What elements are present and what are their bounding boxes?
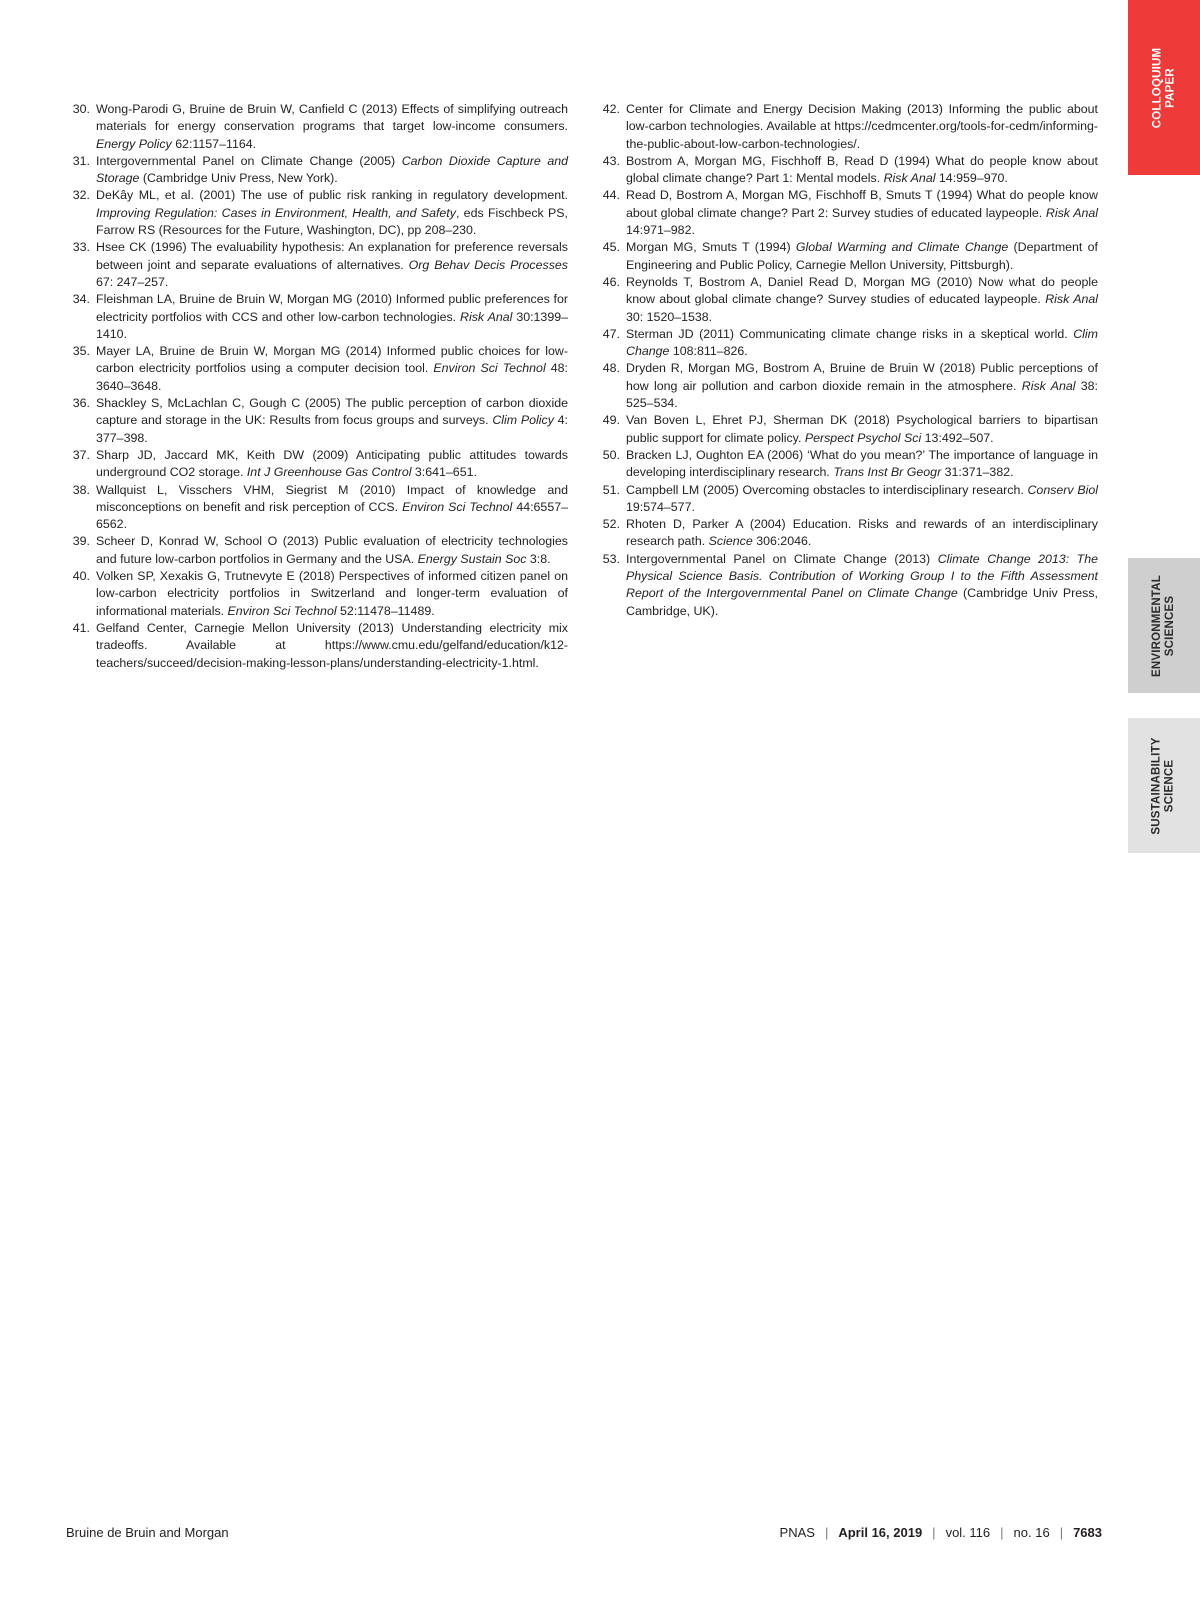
reference-plain-text: Bostrom A, Morgan MG, Fischhoff B, Read D (1994) What do people know about global climate change? Part 1: Mental models. — [626, 153, 1098, 186]
reference-number: 32. — [72, 188, 90, 203]
reference-italic-text: Conserv Biol — [1027, 482, 1098, 497]
reference-number: 47. — [602, 326, 620, 341]
reference-text — [90, 533, 568, 568]
reference-text — [620, 274, 1098, 326]
reference-text — [620, 326, 1098, 361]
reference-number: 42. — [602, 102, 620, 116]
reference-item — [66, 343, 568, 395]
reference-plain-text: DeKây ML, et al. (2001) The use of public risk ranking in regulatory development. — [96, 188, 568, 203]
reference-text — [90, 343, 568, 395]
reference-item — [66, 533, 568, 568]
reference-plain-text: Wong-Parodi G, Bruine de Bruin W, Canfield C (2013) Effects of simplifying outreach materials for energy conservation programs that target low-income consumers. — [96, 102, 568, 134]
reference-plain-text: 31:371–382. — [941, 465, 1014, 480]
reference-item — [66, 482, 568, 534]
footer-volume: vol. 116 — [945, 1525, 991, 1540]
reference-plain-text: Read D, Bostrom A, Morgan MG, Fischhoff B, Smuts T (1994) What do people know about global climate change? Part 2: Survey studies of educated laypeople. — [626, 188, 1098, 220]
sustainability-science-label: SUSTAINABILITY SCIENCE — [1151, 736, 1176, 835]
reference-plain-text: Reynolds T, Bostrom A, Daniel Read D, Morgan MG (2010) Now what do people know about global climate change? Survey studies of educated laypeople. — [626, 274, 1098, 307]
reference-plain-text: Fleishman LA, Bruine de Bruin W, Morgan MG (2010) Informed public preferences for electricity portfolios with CCS and other low-carbon technologies. — [96, 292, 568, 324]
environmental-sciences-tab — [1128, 558, 1200, 693]
reference-item — [66, 153, 568, 188]
reference-italic-text: Clim Policy — [492, 413, 554, 428]
reference-italic-text: Trans Inst Br Geogr — [833, 465, 942, 480]
reference-number: 37. — [72, 447, 90, 462]
reference-plain-text: 30:1399–1410. — [96, 309, 568, 341]
colloquium-paper-tab — [1128, 0, 1200, 175]
reference-item — [66, 187, 568, 239]
reference-item — [66, 620, 568, 672]
reference-italic-text: Int J Greenhouse Gas Control — [246, 465, 412, 480]
reference-item — [66, 239, 568, 291]
reference-number: 36. — [72, 396, 90, 411]
reference-item — [66, 101, 568, 153]
reference-italic-text: Climate Change 2013: The Physical Science Basis. Contribution of Working Group I to the Fifth Assessment Report of the Intergovernmental Panel on Climate Change — [626, 551, 1099, 601]
reference-plain-text: 19:574–577. — [626, 499, 695, 514]
reference-italic-text: Carbon Dioxide Capture and Storage — [96, 153, 569, 186]
reference-number: 49. — [602, 413, 620, 428]
reference-item — [66, 395, 568, 447]
reference-number: 30. — [72, 102, 90, 116]
reference-plain-text: Sharp JD, Jaccard MK, Keith DW (2009) Anticipating public attitudes towards underground CO2 storage. — [96, 447, 568, 480]
reference-text — [620, 187, 1098, 239]
reference-text — [90, 395, 568, 447]
reference-item — [596, 482, 1098, 517]
reference-number: 40. — [72, 569, 90, 584]
reference-item — [66, 447, 568, 482]
reference-plain-text: Shackley S, McLachlan C, Gough C (2005) The public perception of carbon dioxide capture and storage in the UK: Results from focus groups and surveys. — [96, 396, 568, 428]
reference-text — [620, 239, 1098, 274]
reference-plain-text: Mayer LA, Bruine de Bruin W, Morgan MG (2014) Informed public choices for low-carbon electricity portfolios using a computer decision tool. — [96, 344, 568, 376]
reference-number: 52. — [602, 517, 620, 532]
reference-text — [90, 568, 568, 620]
reference-plain-text: Campbell LM (2005) Overcoming obstacles to interdisciplinary research. — [626, 482, 1028, 497]
reference-plain-text: 38: 525–534. — [626, 378, 1099, 411]
reference-plain-text: Hsee CK (1996) The evaluability hypothesis: An explanation for preference reversals between joint and separate evaluations of alternatives. — [96, 240, 568, 272]
reference-italic-text: Science — [708, 534, 753, 549]
reference-italic-text: Risk Anal — [1045, 292, 1098, 307]
reference-text — [90, 239, 568, 291]
reference-italic-text: Risk Anal — [1045, 205, 1099, 220]
reference-italic-text: Global Warming and Climate Change — [795, 240, 1009, 255]
reference-plain-text: 14:971–982. — [626, 223, 695, 238]
reference-plain-text: 44:6557–6562. — [96, 499, 568, 532]
reference-italic-text: Risk Anal — [1021, 378, 1076, 393]
reference-number: 41. — [72, 620, 90, 635]
reference-plain-text: Volken SP, Xexakis G, Trutnevyte E (2018) Perspectives of informed citizen panel on low-carbon electricity portfolios in Switzerland and longer-term evaluation of informational materials. — [96, 569, 568, 618]
reference-item — [596, 239, 1098, 274]
reference-plain-text: Morgan MG, Smuts T (1994) — [626, 240, 796, 255]
reference-item — [596, 326, 1098, 361]
reference-item — [596, 412, 1098, 447]
reference-plain-text: , eds Fischbeck PS, Farrow RS (Resources for the Future, Washington, DC), pp 208–230. — [96, 205, 568, 238]
reference-plain-text: Sterman JD (2011) Communicating climate change risks in a skeptical world. — [626, 326, 1074, 341]
reference-italic-text: Perspect Psychol Sci — [804, 430, 922, 445]
reference-number: 31. — [72, 153, 90, 168]
reference-italic-text: Org Behav Decis Processes — [408, 257, 568, 272]
reference-plain-text: 306:2046. — [752, 534, 812, 549]
reference-plain-text: 30: 1520–1538. — [626, 309, 713, 324]
reference-plain-text: Intergovernmental Panel on Climate Change (2013) — [626, 551, 938, 566]
footer-page-number: 7683 — [1073, 1525, 1102, 1540]
sustainability-science-tab — [1128, 718, 1200, 853]
footer-issue: no. 16 — [1013, 1525, 1050, 1540]
reference-plain-text: 14:959–970. — [935, 171, 1008, 186]
reference-number: 35. — [72, 344, 90, 359]
reference-italic-text: Improving Regulation: Cases in Environment, Health, and Safety — [96, 205, 456, 220]
reference-item — [596, 187, 1098, 239]
reference-plain-text: 67: 247–257. — [96, 274, 169, 289]
reference-plain-text: Intergovernmental Panel on Climate Change (2005) — [96, 153, 402, 168]
reference-text — [620, 551, 1098, 620]
reference-text — [90, 101, 568, 153]
reference-italic-text: Environ Sci Technol — [433, 361, 546, 376]
footer-citation: PNAS | April 16, 2019 | vol. 116 | no. 16 | 7683 — [779, 1525, 1102, 1540]
footer-authors: Bruine de Bruin and Morgan — [66, 1525, 229, 1540]
references-left-column — [66, 101, 568, 672]
reference-item — [596, 447, 1098, 482]
reference-italic-text: Risk Anal — [883, 171, 936, 186]
reference-text — [90, 153, 568, 188]
reference-text — [620, 101, 1098, 153]
reference-plain-text: 3:8. — [526, 551, 551, 566]
environmental-sciences-label: ENVIRONMENTAL SCIENCES — [1151, 574, 1176, 677]
reference-italic-text: Environ Sci Technol — [402, 499, 513, 514]
reference-item — [596, 274, 1098, 326]
reference-italic-text: Energy Policy — [96, 136, 172, 151]
reference-text — [90, 620, 568, 672]
reference-number: 45. — [602, 240, 620, 255]
reference-item — [596, 551, 1098, 620]
reference-plain-text: (Cambridge Univ Press, Cambridge, UK). — [626, 586, 1099, 618]
reference-plain-text: Scheer D, Konrad W, School O (2013) Public evaluation of electricity technologies and future low-carbon portfolios in Germany and the USA. — [96, 534, 568, 566]
reference-plain-text: Gelfand Center, Carnegie Mellon University (2013) Understanding electricity mix tradeoffs. Available at https://www.cmu.edu/gelfand/education/k12-teachers/succeed/decision-making-lesson-plans/understanding-electricity-1.html. — [96, 620, 568, 670]
reference-text — [620, 482, 1098, 517]
reference-italic-text: Risk Anal — [460, 309, 513, 324]
reference-number: 48. — [602, 361, 620, 376]
reference-plain-text: Center for Climate and Energy Decision Making (2013) Informing the public about low-carbon technologies. Available at https://cedmcenter.org/tools-for-cedm/informing-the-public-about-low-carbon-technologies/. — [626, 102, 1098, 151]
page-footer — [66, 1525, 1102, 1540]
reference-plain-text: 62:1157–1164. — [171, 136, 257, 151]
reference-item — [66, 291, 568, 343]
reference-number: 33. — [72, 240, 90, 255]
reference-plain-text: 4: 377–398. — [96, 413, 568, 445]
reference-item — [66, 568, 568, 620]
reference-text — [90, 291, 568, 343]
reference-text — [620, 360, 1098, 412]
reference-number: 46. — [602, 274, 620, 289]
reference-item — [596, 153, 1098, 188]
reference-text — [620, 516, 1098, 551]
reference-italic-text: Clim Change — [626, 326, 1098, 359]
reference-plain-text: 3:641–651. — [411, 465, 477, 480]
footer-journal: PNAS — [779, 1525, 815, 1540]
colloquium-paper-label: COLLOQUIUM PAPER — [1151, 47, 1177, 128]
reference-number: 51. — [602, 482, 620, 497]
reference-text — [90, 187, 568, 239]
reference-plain-text: Bracken LJ, Oughton EA (2006) ‘What do you mean?’ The importance of language in developing interdisciplinary research. — [626, 447, 1098, 480]
reference-item — [596, 360, 1098, 412]
reference-plain-text: Van Boven L, Ehret PJ, Sherman DK (2018) Psychological barriers to bipartisan public support for climate policy. — [626, 413, 1098, 445]
reference-italic-text: Environ Sci Technol — [227, 603, 337, 618]
reference-text — [620, 447, 1098, 482]
reference-plain-text: (Department of Engineering and Public Policy, Carnegie Mellon University, Pittsburgh). — [626, 240, 1098, 272]
reference-number: 44. — [602, 188, 620, 203]
reference-number: 39. — [72, 534, 90, 549]
reference-plain-text: 52:11478–11489. — [336, 603, 435, 618]
reference-plain-text: Dryden R, Morgan MG, Bostrom A, Bruine de Bruin W (2018) Public perceptions of how long air pollution and carbon dioxide remain in the atmosphere. — [626, 361, 1098, 393]
reference-plain-text: 48: 3640–3648. — [96, 361, 568, 393]
reference-number: 34. — [72, 292, 90, 307]
reference-number: 38. — [72, 482, 90, 497]
footer-date: April 16, 2019 — [838, 1525, 923, 1540]
reference-plain-text: Rhoten D, Parker A (2004) Education. Risks and rewards of an interdisciplinary research path. — [626, 517, 1098, 549]
reference-number: 43. — [602, 153, 620, 168]
reference-number: 53. — [602, 551, 620, 566]
reference-text — [90, 482, 568, 534]
reference-plain-text: 13:492–507. — [921, 430, 994, 445]
reference-plain-text: (Cambridge Univ Press, New York). — [139, 171, 338, 186]
references-right-column — [596, 101, 1098, 620]
reference-item — [596, 516, 1098, 551]
reference-text — [620, 412, 1098, 447]
reference-text — [90, 447, 568, 482]
reference-text — [620, 153, 1098, 188]
reference-italic-text: Energy Sustain Soc — [417, 551, 527, 566]
reference-number: 50. — [602, 447, 620, 462]
reference-plain-text: Wallquist L, Visschers VHM, Siegrist M (2010) Impact of knowledge and misconceptions on benefit and risk perception of CCS. — [96, 482, 568, 514]
reference-item — [596, 101, 1098, 153]
reference-plain-text: 108:811–826. — [669, 344, 748, 359]
